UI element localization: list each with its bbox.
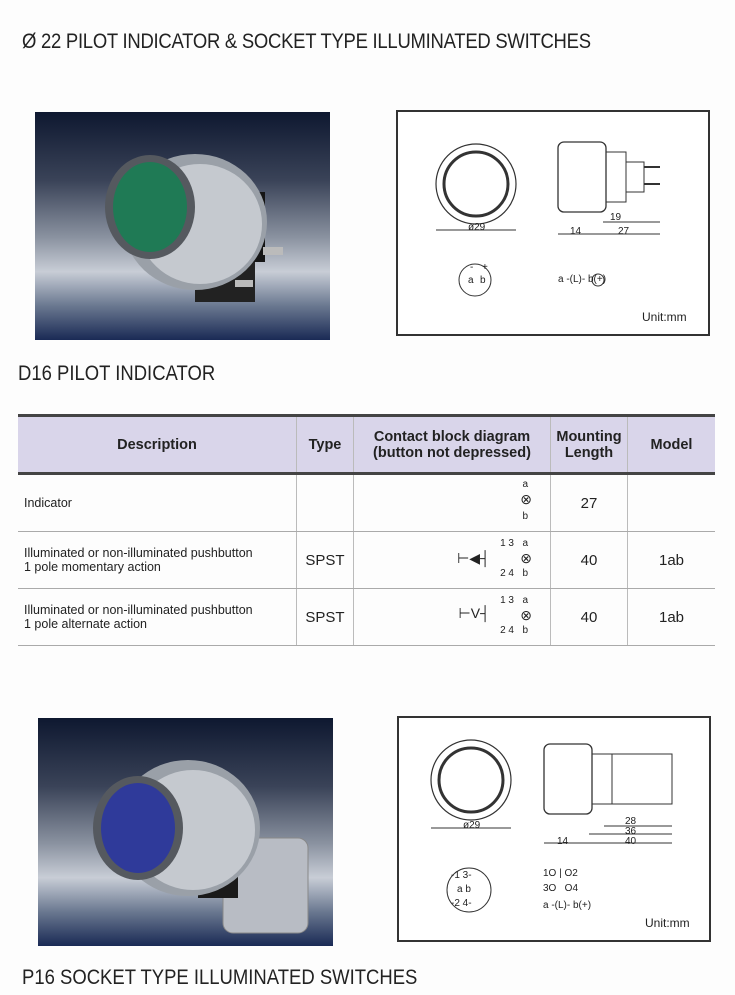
table-row bbox=[18, 474, 715, 532]
p16-dimension-drawing bbox=[397, 716, 711, 942]
d16-diameter-label: ø29 bbox=[468, 222, 486, 233]
d16-dim-27: 27 bbox=[618, 226, 630, 237]
d16-plus-label: + bbox=[482, 262, 488, 273]
row-model bbox=[628, 474, 716, 532]
row-type: SPST bbox=[297, 532, 354, 589]
row-model: 1ab bbox=[628, 532, 716, 589]
header-description: Description bbox=[18, 416, 297, 474]
d16-term-b: b bbox=[480, 275, 486, 286]
diagram-a: a bbox=[522, 538, 528, 549]
diagram-13: 1 3 bbox=[500, 538, 514, 549]
lamp-symbol-icon: ⊗ bbox=[520, 491, 532, 507]
row-mounting: 27 bbox=[551, 474, 628, 532]
table-header-row bbox=[18, 416, 715, 474]
d16-term-a: a bbox=[468, 275, 474, 286]
lamp-symbol-icon: ⊗ bbox=[520, 550, 532, 566]
lamp-symbol-icon: ⊗ bbox=[520, 607, 532, 623]
d16-dim-19: 19 bbox=[610, 212, 622, 223]
header-contact-diagram: Contact block diagram (button not depressed) bbox=[354, 416, 551, 474]
d16-dimension-drawing bbox=[396, 110, 710, 336]
row-diagram bbox=[354, 474, 551, 532]
diagram-a: a bbox=[522, 479, 528, 490]
diagram-a: a bbox=[522, 595, 528, 606]
diagram-24: 2 4 bbox=[500, 625, 514, 636]
row-diagram bbox=[354, 589, 551, 646]
p16-dim-28: 28 bbox=[625, 816, 637, 827]
p16-term-13: -1 3- bbox=[451, 870, 472, 881]
diagram-b: b bbox=[522, 511, 528, 522]
p16-section-title: P16 SOCKET TYPE ILLUMINATED SWITCHES bbox=[22, 966, 418, 989]
p16-dim-40: 40 bbox=[625, 836, 637, 847]
p16-diameter-label: ø29 bbox=[463, 820, 481, 831]
diagram-b: b bbox=[522, 625, 528, 636]
page-title: Ø 22 PILOT INDICATOR & SOCKET TYPE ILLUMINATED SWITCHES bbox=[22, 30, 591, 53]
d16-lamp-label: a -(L)- b(+) bbox=[558, 274, 607, 285]
d16-dim-14: 14 bbox=[570, 226, 582, 237]
table-row bbox=[18, 589, 715, 646]
diagram-b: b bbox=[522, 568, 528, 579]
p16-dim-14: 14 bbox=[557, 836, 569, 847]
row-diagram bbox=[354, 532, 551, 589]
row-description: Illuminated or non-illuminated pushbutton 1 pole alternate action bbox=[18, 589, 297, 646]
d16-unit-label: Unit:mm bbox=[642, 310, 687, 324]
table-row bbox=[18, 532, 715, 589]
row-mounting: 40 bbox=[551, 589, 628, 646]
header-type: Type bbox=[297, 416, 354, 474]
spec-table bbox=[18, 414, 715, 646]
header-mounting-length: Mounting Length bbox=[551, 416, 628, 474]
p16-pins-top: 1O | O2 bbox=[543, 868, 578, 879]
d16-minus-label: - bbox=[470, 262, 474, 273]
alternate-switch-icon: ⊢V┤ bbox=[458, 605, 490, 621]
p16-lamp-label: a -(L)- b(+) bbox=[543, 900, 592, 911]
momentary-switch-icon: ⊢◀┤ bbox=[457, 550, 490, 566]
row-description: Indicator bbox=[18, 474, 297, 532]
p16-dim-36: 36 bbox=[625, 826, 637, 837]
p16-unit-label: Unit:mm bbox=[645, 916, 690, 930]
header-model: Model bbox=[628, 416, 716, 474]
p16-product-photo bbox=[38, 718, 333, 946]
row-type: SPST bbox=[297, 589, 354, 646]
socket-switch-illustration bbox=[38, 718, 333, 946]
p16-term-24: -2 4- bbox=[451, 898, 472, 909]
row-mounting: 40 bbox=[551, 532, 628, 589]
row-type bbox=[297, 474, 354, 532]
p16-term-ab: a b bbox=[457, 884, 471, 895]
d16-product-photo bbox=[35, 112, 330, 340]
diagram-13: 1 3 bbox=[500, 595, 514, 606]
diagram-24: 2 4 bbox=[500, 568, 514, 579]
pilot-indicator-illustration bbox=[35, 112, 330, 340]
d16-section-title: D16 PILOT INDICATOR bbox=[18, 362, 216, 385]
row-description: Illuminated or non-illuminated pushbutton 1 pole momentary action bbox=[18, 532, 297, 589]
row-model: 1ab bbox=[628, 589, 716, 646]
p16-pins-bottom: 3O O4 bbox=[543, 883, 579, 894]
